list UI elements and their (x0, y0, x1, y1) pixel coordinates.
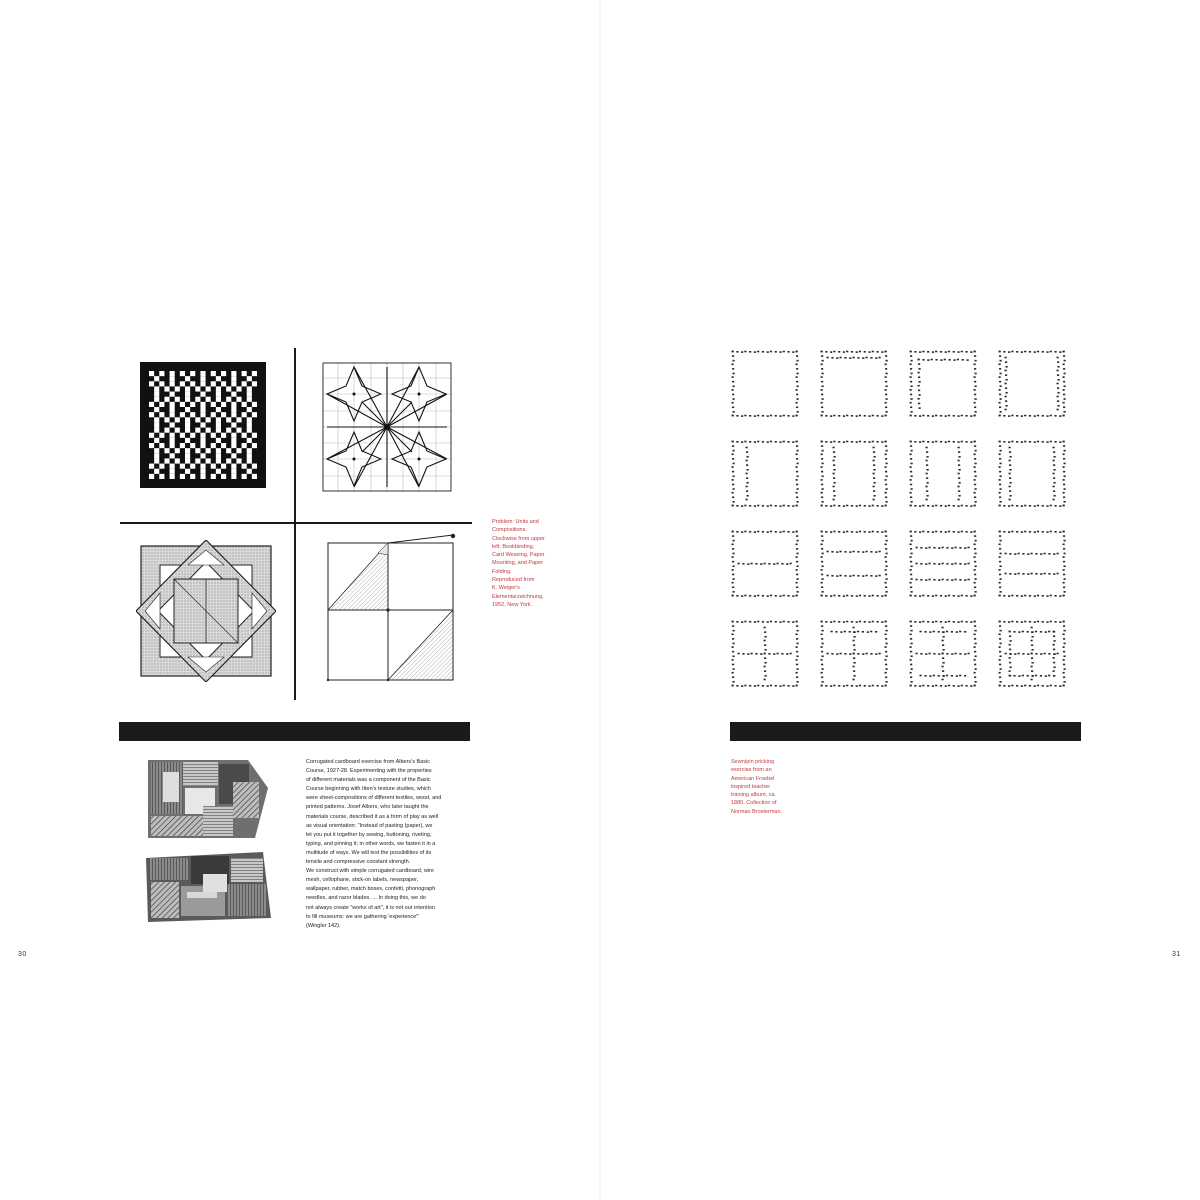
paper-folding-figure (318, 533, 468, 693)
figure-grid-units-and-compositions (120, 345, 472, 700)
corrugated-cardboard-body-text: Corrugated cardboard exercise from Albers's Basic Course, 1927-28. Experimenting with the properties of different materials was a component of the Basic Course beginning with Itten's texture studies, which were sheet-compositions of different textiles, wood, and printed patterns. Josef Albers, who later taught the materials course, described it as a form of play as well as visual orientation: "Instead of pasting (paper), we let you put it together by sewing, buttoning, riveting, typing, and pinning it; in other words, we fasten it in a multitude of ways. We will test the possibilities of its tensile and compressive constant strength. We construct with simple corrugated cardboard, wire mesh, cellophane, stick-on labels, newspaper, wallpaper, rubber, match boxes, confetti, phonograph needles, and razor blades. ... In doing this, we do not always create "works of art", it is not our intention to fill museums: we are gathering 'experience'" (Wingler 142). (306, 759, 442, 929)
folding-diagram-graphic (318, 533, 468, 693)
pin-pricking-patterns-graphic (726, 345, 1082, 705)
corrugated-cardboard-photo-top (143, 758, 268, 840)
figure-caption-pin-pricking: Sewn/pin pricking exercise from an American Froebel inspired teacher training album, ca. 1880. Collection of Norman Brosterman. (731, 759, 783, 815)
rotated-squares-graphic (136, 540, 276, 682)
card-weaving-figure (322, 362, 452, 492)
figure-vertical-rule (294, 348, 296, 700)
page-number-right: 31 (1172, 951, 1181, 958)
checker-pattern-graphic (140, 362, 266, 488)
cardboard-photo-graphic-top (143, 758, 268, 840)
star-lattice-graphic (322, 362, 452, 492)
page-number-left: 30 (18, 951, 27, 958)
bookbinding-pattern-figure (140, 362, 266, 488)
figure-horizontal-rule (120, 522, 472, 524)
right-black-bar (730, 722, 1081, 741)
paper-mounting-figure (136, 540, 276, 682)
cardboard-photo-graphic-bottom (143, 852, 273, 924)
corrugated-cardboard-photo-bottom (143, 852, 273, 924)
pin-pricking-dot-grid (726, 345, 1082, 705)
page-gutter (599, 0, 601, 1200)
figure-caption-units: Problem: Units and Compositions. Clockwise from upper left: Bookbinding, Card Weaving, Paper Mounting, and Paper Folding. Reproduced from K. Weiger's Elementarzeichnung, 1952, New York. (492, 519, 545, 608)
left-black-bar (119, 722, 470, 741)
